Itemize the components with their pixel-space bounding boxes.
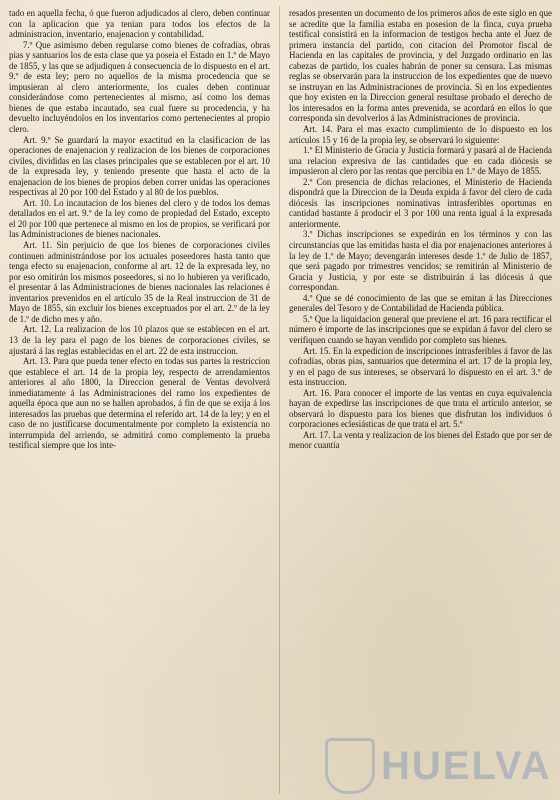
watermark-text: HUELVA [381,743,552,788]
right-column [289,8,552,794]
paragraph: Art. 16. Para conocer el importe de las ventas en cuya equivalencia hayan de expedirse las inscripciones de que trata el artículo anterior, se observará lo dispuesto para los bienes que disfrutan los individuos ó corporaciones eclesiásticas de que trata el art. 5.º [289,387,552,430]
left-column [9,8,270,794]
paragraph: Art. 12. La realizacion de los 10 plazos que se establecen en el art. 13 de la ley para el pago de los bienes de corporaciones civiles, se ajustará á las reglas establecidas en el art. 22 de esta instruccion. [9,324,270,356]
paragraph: tado en aquella fecha, ó que fueron adjudicados al clero, deben continuar con la aplicacion que ya tenian para todos los efectos de la administracion, inventario, enajenacion y contabilidad. [9,8,270,40]
paragraph: Art. 11. Sin perjuicio de que los bienes de corporaciones civiles continuen administrándose por los actuales poseedores hasta tanto que tenga efecto su enajenacion, conforme al art. 12 de la expresada ley, no por eso omitirán los mismos poseedores, si no lo hubieren ya verificado, el presentar á las Administraciones de bienes nacionales las relaciones é inventarios prevenidos en el artículo 35 de la Real instruccion de 31 de Mayo de 1855, sin excluir los bienes exceptuados por el art. 2.º de la ley de 1.º de dicho mes y año. [9,240,270,324]
paragraph: Art. 10. Lo incautacion de los bienes del clero y de todos los demas detallados en el art. 9.º de la ley como de propiedad del Estado, excepto el 20 por 100 que pertenece al mismo en los de propios, se verificará por las Administraciones de bienes nacionales. [9,197,270,240]
paragraph: 1.º El Ministerio de Gracia y Justicia formará y pasará al de Hacienda una relacion expresiva de las cantidades que en cada diócesis se impusieron al clero por las rentas que percibia en 1.º de Mayo de 1855. [289,145,552,177]
paragraph: Art. 14. Para el mas exacto cumplimiento de lo dispuesto en los artículos 15 y 16 de la propia ley, se observará lo siguiente: [289,124,552,145]
paragraph: 4.º Que se dé conocimiento de las que se emitan á las Direcciones generales del Tesoro y de Contabilidad de Hacienda pública. [289,292,552,314]
column-divider [279,6,280,794]
paragraph: 2.º Con presencia de dichas relaciones, el Ministerio de Hacienda dispondrá que la Direccion de la Deuda expida á favor del clero de cada diócesis las inscripciones nominativas intrasferibles oportunas en cantidad bastante á producir el 3 por 100 una renta igual á la expresada anteriormente. [289,176,552,229]
paragraph: Art. 15. En la expedicion de inscripciones intrasferibles á favor de las cofradías, obras pias, santuarios que determina el art. 17 de la propia ley, y en el pago de sus intereses, se observará lo dispuesto en el art. 3.º de esta instruccion. [289,345,552,388]
paragraph: Art. 13. Para que pueda tener efecto en todas sus partes la restriccion que establece el art. 14 de la propia ley, respecto de arrendamientos anteriores al año 1800, la Direccion general de Ventas devolverá inmediatamente á las Administraciones del ramo los expedientes de aquella época que aun no se hallen aprobados, á fin de que se exija á los interesados las pruebas que determina el referido art. 14 de la ley; y en el caso de no justificarse documentalmente por completo la existencia no interrumpida del arriendo, se admitirá como complemento la prueba testifical siempre que los inte- [9,356,270,451]
paragraph: resados presenten un documento de los primeros años de este siglo en que se acredite que la familia estaba en posesion de la finca, cuya prueba testifical consistirá en la informacion de testigos hecha ante el Juez de primera instancia del partido, con citacion del Promotor fiscal de Hacienda en las capitales de provincia, y del Juzgado ordinario en las cabezas de partido, los cuales habrán de poner su censura. Las mismas reglas se observarán para la instruccion de los expedientes que de nuevo se instruyan en las Administraciones de provincia. Si en los expedientes que hoy existen en la Direccion general resultase probado el derecho de los interesados en la forma antes prevenida, se acordará en ellos lo que corresponda sin devolverlos á las Administraciones de provincia. [289,8,552,124]
paragraph: 3.º Dichas inscripciones se expedirán en los términos y con las circunstancias que las emitidas hasta el dia por enajenaciones anteriores á la ley de 1.º de Mayo; devengarán intereses desde 1.º de Julio de 1857, que será pagado por trimestres vencidos; se remitirán al Ministerio de Gracia y Justicia, y por este se distribuirán á las diócesis á que correspondan. [289,229,552,293]
paragraph: 5.º Que la liquidacion general que previene el art. 16 para rectificar el número é importe de las inscripciones que se expidan á favor del clero se verifiquen cuando se hayan vendido por completo sus bienes. [289,313,552,345]
paragraph: Art. 17. La venta y realizacion de los bienes del Estado que por ser de menor cuantía [289,429,552,451]
paragraph: 7.º Que asimismo deben regularse como bienes de cofradías, obras pias y santuarios los de esta clase que ya poseia el Estado en 1.º de Mayo de 1855, y las que se adjudiquen á consecuencia de lo dispuesto en el art. 9.º de esta ley; pero no aquellos de la misma procedencia que se impusieran al clero anteriormente, los cuales deben continuar considerándose como pertenecientes al mismo, así como los demas bienes de que estaba incautado, sea cual fuere su procedencia, y ha devuelto incluyéndolos en los inventarios como pertenecientes al propio clero. [9,39,270,135]
paragraph: Art. 9.º Se guardará la mayor exactitud en la clasificacion de las operaciones de enajenacion y realizacion de los bienes de corporaciones civiles, divididas en las clases principales que se establecen por el art. 10 de la expresada ley, y teniendo presente que hasta el acto de la enajenacion de los bienes de propios deben correr unidas las operaciones respectivas al 20 por 100 del Estado y al 80 de los pueblos. [9,134,270,198]
